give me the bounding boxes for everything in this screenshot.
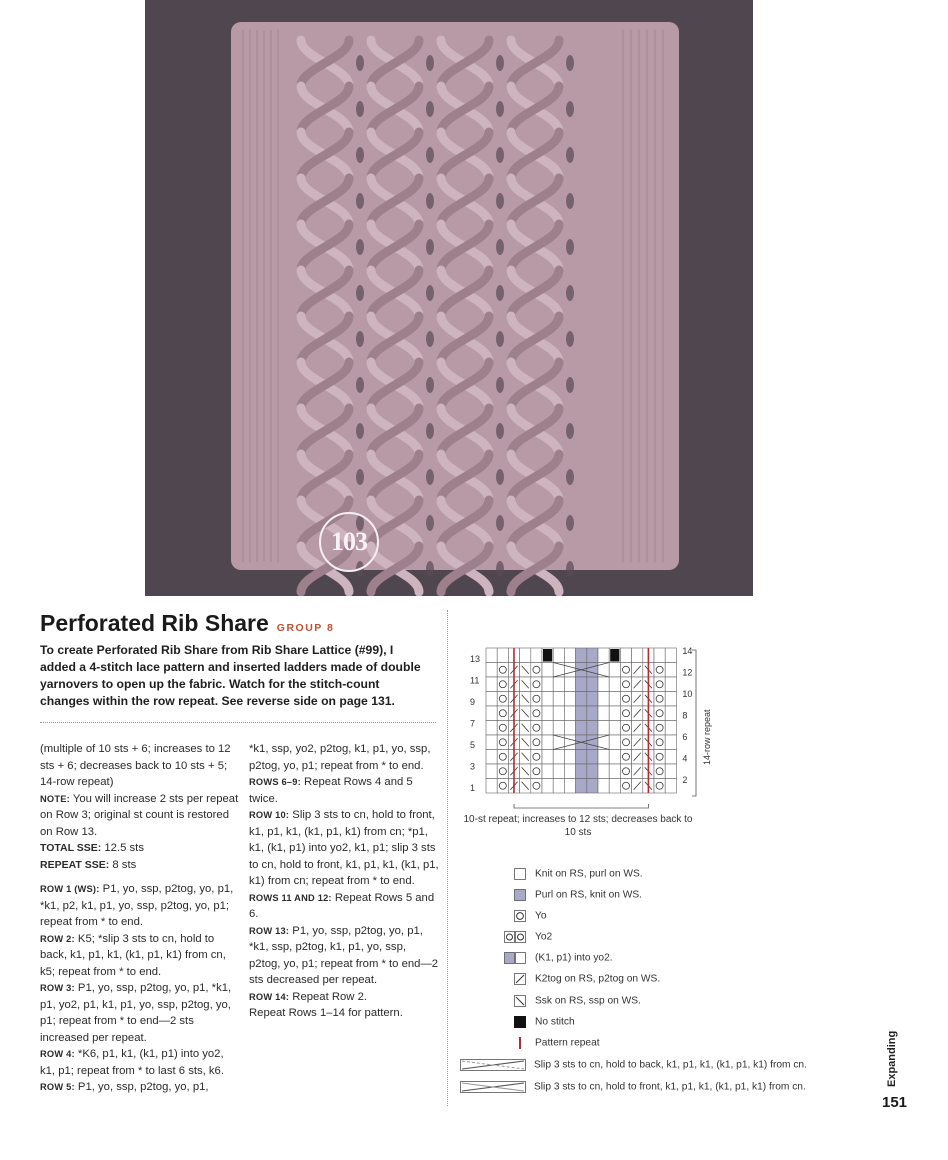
row-instruction: ROW 14: Repeat Row 2. [249, 990, 368, 1003]
legend-item-k2tog [514, 973, 660, 985]
row-number-left: 3 [470, 761, 476, 772]
repeat-note: 10-st repeat; increases to 12 sts; decreases back to 10 sts [463, 814, 693, 838]
cable-back-icon [460, 1059, 526, 1071]
nostitch-icon [514, 1016, 526, 1028]
row-instruction: ROW 13: P1, yo, ssp, p2tog, yo, p1, *k1, ssp, p2tog, k1, p1, yo, ssp, p2tog, yo, p1; repeat from * to end—2 sts decreased per repeat. [249, 924, 439, 986]
row-number-left: 5 [470, 740, 476, 750]
legend-text: Slip 3 sts to cn, hold to front, k1, p1, k1, (k1, p1, k1) from cn. [534, 1081, 806, 1093]
pattern-title: Perforated Rib Share GROUP 8 [40, 610, 335, 636]
legend-item-yo [514, 910, 547, 922]
page-number: 151 [882, 1094, 908, 1111]
k2tog-icon [514, 973, 526, 985]
legend-item-ssk [514, 995, 641, 1007]
repeat-sse: REPEAT SSE: 8 sts [40, 858, 137, 871]
stitch-multiple: (multiple of 10 sts + 6; increases to 12 sts + 6; decreases back to 10 sts + 5; 14-row repeat) [40, 743, 231, 788]
legend-text: K2tog on RS, p2tog on WS. [535, 973, 661, 985]
legend-item-cable-front [460, 1081, 806, 1093]
repeat-icon [514, 1037, 526, 1049]
k1p1-icon [504, 952, 526, 964]
row-instruction: ROWS 11 AND 12: Repeat Rows 5 and 6. [249, 891, 435, 920]
row-number-left: 11 [470, 675, 480, 686]
legend-item-yo2 [504, 931, 552, 943]
legend-item-k1p1 [504, 952, 613, 964]
legend-item-purl [514, 889, 642, 901]
row-number-left: 7 [470, 718, 476, 729]
legend-text: (K1, p1) into yo2. [535, 952, 613, 964]
yo2-icon [504, 931, 526, 943]
row-instruction: ROW 3: P1, yo, ssp, p2tog, yo, p1, *k1, p1, yo2, p1, k1, p1, yo, ssp, p2tog, yo, p1; repeat from * to end—2 sts increased per repeat. [40, 982, 232, 1044]
legend-text: Yo [535, 910, 547, 922]
cable-front-icon [460, 1081, 526, 1093]
row-instruction: *k1, ssp, yo2, p2tog, k1, p1, yo, ssp, p2tog, yo, p1; repeat from * to end. [249, 743, 431, 772]
row-instruction: ROW 2: K5; *slip 3 sts to cn, hold to back, k1, p1, k1, (k1, p1, k1) from cn, k5; repeat from * to end. [40, 932, 226, 978]
row-number-left: 1 [470, 783, 476, 793]
legend-text: No stitch [535, 1016, 575, 1028]
row-number-right: 10 [682, 689, 693, 699]
row-number-right: 14 [682, 646, 693, 656]
row-number-right: 2 [682, 775, 688, 785]
legend-text: Pattern repeat [535, 1037, 600, 1049]
repeat-label: 14-row repeat [702, 709, 712, 765]
yo-icon [514, 910, 526, 922]
row-instruction: ROWS 6–9: Repeat Rows 4 and 5 twice. [249, 776, 413, 805]
note: NOTE: You will increase 2 sts per repeat on Row 3; original st count is restored on Row 13. [40, 792, 239, 838]
legend-item-cable-back [460, 1059, 807, 1071]
row-number-right: 8 [682, 710, 688, 721]
instructions-column-1 [40, 741, 240, 1096]
knit-icon [514, 868, 526, 880]
legend-item-knit [514, 868, 643, 880]
purl-icon [514, 889, 526, 901]
stitch-chart [452, 640, 722, 815]
section-tab: Expanding [886, 1030, 898, 1087]
row-number-right: 6 [682, 732, 688, 742]
legend-text: Knit on RS, purl on WS. [535, 868, 643, 880]
row-number-right: 4 [682, 753, 688, 764]
instructions-column-2 [249, 741, 439, 1022]
pattern-number-badge: 103 [319, 512, 379, 572]
knitted-swatch-image [145, 0, 753, 596]
row-number-left: 9 [470, 697, 476, 707]
row-instruction: ROW 1 (WS): P1, yo, ssp, p2tog, yo, p1, *k1, p2, k1, p1, yo, ssp, p2tog, yo, p1; repeat from * to end. [40, 883, 234, 928]
group-label: GROUP 8 [276, 622, 335, 634]
total-sse: TOTAL SSE: 12.5 sts [40, 842, 144, 854]
legend-text: Yo2 [535, 931, 553, 943]
swatch-photo [145, 0, 753, 596]
row-number-right: 12 [682, 667, 693, 678]
row-number-left: 13 [470, 654, 481, 664]
legend-item-nostitch [514, 1016, 575, 1028]
legend-item-repeat [514, 1037, 600, 1049]
legend-text: Purl on RS, knit on WS. [535, 889, 643, 901]
legend-text: Slip 3 sts to cn, hold to back, k1, p1, k1, (k1, p1, k1) from cn. [534, 1059, 807, 1071]
repeat-instruction: Repeat Rows 1–14 for pattern. [249, 1007, 403, 1019]
row-instruction: ROW 5: P1, yo, ssp, p2tog, yo, p1, [40, 1081, 209, 1093]
intro-text: To create Perforated Rib Share from Rib Share Lattice (#99), I added a 4-stitch lace pattern and inserted ladders made of double yarnovers to open up the fabric. Watch for the stitch-count changes within the row repeat. See reverse side on page 131. [40, 643, 421, 708]
legend-text: Ssk on RS, ssp on WS. [535, 995, 641, 1007]
divider [40, 722, 436, 723]
chart-grid [452, 640, 722, 810]
row-instruction: ROW 10: Slip 3 sts to cn, hold to front, k1, p1, k1, (k1, p1, k1) from cn; *p1, k1, (k1, p1) into yo2, k1, p1; slip 3 sts to cn, hold to front, k1, p1, k1, (k1, p1, k1) from cn; repeat from * to end. [249, 809, 439, 887]
ssk-icon [514, 995, 526, 1007]
column-divider [447, 610, 448, 1106]
row-instruction: ROW 4: *K6, p1, k1, (k1, p1) into yo2, k1, p1; repeat from * to last 6 sts, k6. [40, 1048, 224, 1077]
